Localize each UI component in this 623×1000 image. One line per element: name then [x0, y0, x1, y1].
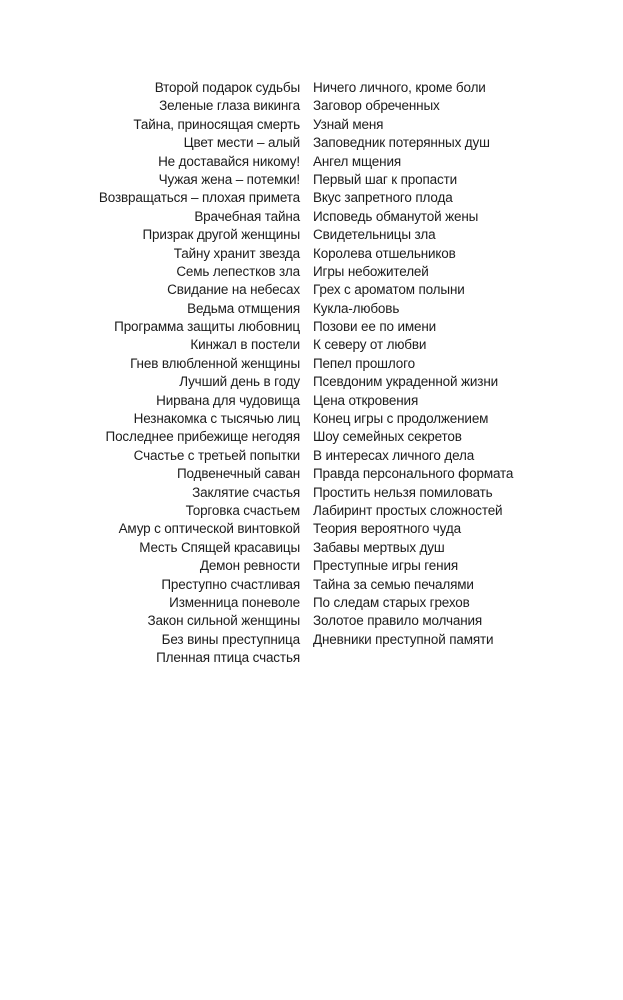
- book-title: Амур с оптической винтовкой: [118, 521, 300, 537]
- book-title: По следам старых грехов: [313, 594, 470, 610]
- book-title: Семь лепестков зла: [176, 263, 300, 279]
- book-title: Заклятие счастья: [192, 484, 300, 500]
- book-title: Ангел мщения: [313, 153, 402, 169]
- book-title: Без вины преступница: [161, 631, 300, 647]
- bibliography-left-column: [58, 79, 300, 668]
- book-title: Исповедь обманутой жены: [313, 208, 479, 224]
- book-title: Гнев влюбленной женщины: [130, 355, 300, 371]
- book-title: Чужая жена – потемки!: [158, 171, 300, 187]
- book-title: Программа защиты любовниц: [114, 319, 300, 335]
- book-title: Кукла-любовь: [313, 300, 400, 316]
- book-title: Лабиринт простых сложностей: [313, 502, 503, 518]
- book-title: Призрак другой женщины: [142, 227, 300, 243]
- book-title: Забавы мертвых душ: [313, 539, 445, 555]
- book-title: Зеленые глаза викинга: [159, 98, 300, 114]
- book-title: Правда персонального формата: [313, 466, 514, 482]
- book-title: Теория вероятного чуда: [313, 521, 461, 537]
- book-title: Цвет мести – алый: [183, 135, 300, 151]
- book-title: Незнакомка с тысячью лиц: [133, 411, 300, 427]
- book-title: Дневники преступной памяти: [313, 631, 494, 647]
- book-title: Первый шаг к пропасти: [313, 171, 458, 187]
- book-title: Позови ее по имени: [313, 319, 437, 335]
- book-title: Последнее прибежище негодяя: [105, 429, 300, 445]
- book-title: Второй подарок судьбы: [154, 80, 300, 95]
- book-title: Цена откровения: [313, 392, 419, 408]
- book-title: Королева отшельников: [313, 245, 456, 261]
- book-title: Псевдоним украденной жизни: [313, 374, 499, 390]
- book-title: К северу от любви: [313, 337, 427, 353]
- book-title: Вкус запретного плода: [313, 190, 453, 206]
- book-title: Счастье с третьей попытки: [133, 447, 300, 463]
- book-title: Торговка счастьем: [185, 502, 300, 518]
- book-title: Игры небожителей: [313, 263, 429, 279]
- book-title: Тайна, приносящая смерть: [133, 116, 300, 132]
- book-title: Преступно счастливая: [161, 576, 300, 592]
- book-title: Демон ревности: [199, 558, 300, 574]
- book-title: Золотое правило молчания: [313, 613, 483, 629]
- book-title: Конец игры с продолжением: [313, 411, 489, 427]
- book-title: Нирвана для чудовища: [156, 392, 300, 408]
- book-title: Врачебная тайна: [194, 208, 300, 224]
- book-title: Простить нельзя помиловать: [313, 484, 493, 500]
- book-title: Месть Спящей красавицы: [139, 539, 300, 555]
- book-title: Не доставайся никому!: [158, 153, 300, 169]
- book-title: Тайну хранит звезда: [173, 245, 300, 261]
- bibliography-right-column: [313, 79, 565, 649]
- book-title: Пленная птица счастья: [156, 650, 300, 666]
- book-title: Возвращаться – плохая примета: [98, 190, 300, 206]
- book-title: Преступные игры гения: [313, 558, 459, 574]
- book-title: Закон сильной женщины: [147, 613, 300, 629]
- book-title: Свидетельницы зла: [313, 227, 436, 243]
- book-title: Заповедник потерянных душ: [313, 135, 490, 151]
- book-title: Подвенечный саван: [176, 466, 300, 482]
- book-title: Свидание на небесах: [167, 282, 300, 298]
- book-title: Ведьма отмщения: [187, 300, 300, 316]
- bibliography-columns: [58, 79, 565, 668]
- book-title: Грех с ароматом полыни: [313, 282, 465, 298]
- book-title: В интересах личного дела: [313, 447, 475, 463]
- book-title: Узнай меня: [313, 116, 384, 132]
- book-title: Кинжал в постели: [190, 337, 300, 353]
- book-title: Тайна за семью печалями: [313, 576, 474, 592]
- book-title: Изменница поневоле: [169, 594, 300, 610]
- book-title: Ничего личного, кроме боли: [313, 80, 486, 95]
- book-title: Лучший день в году: [179, 374, 300, 390]
- book-title: Пепел прошлого: [313, 355, 415, 371]
- book-title: Заговор обреченных: [313, 98, 440, 114]
- book-title: Шоу семейных секретов: [313, 429, 462, 445]
